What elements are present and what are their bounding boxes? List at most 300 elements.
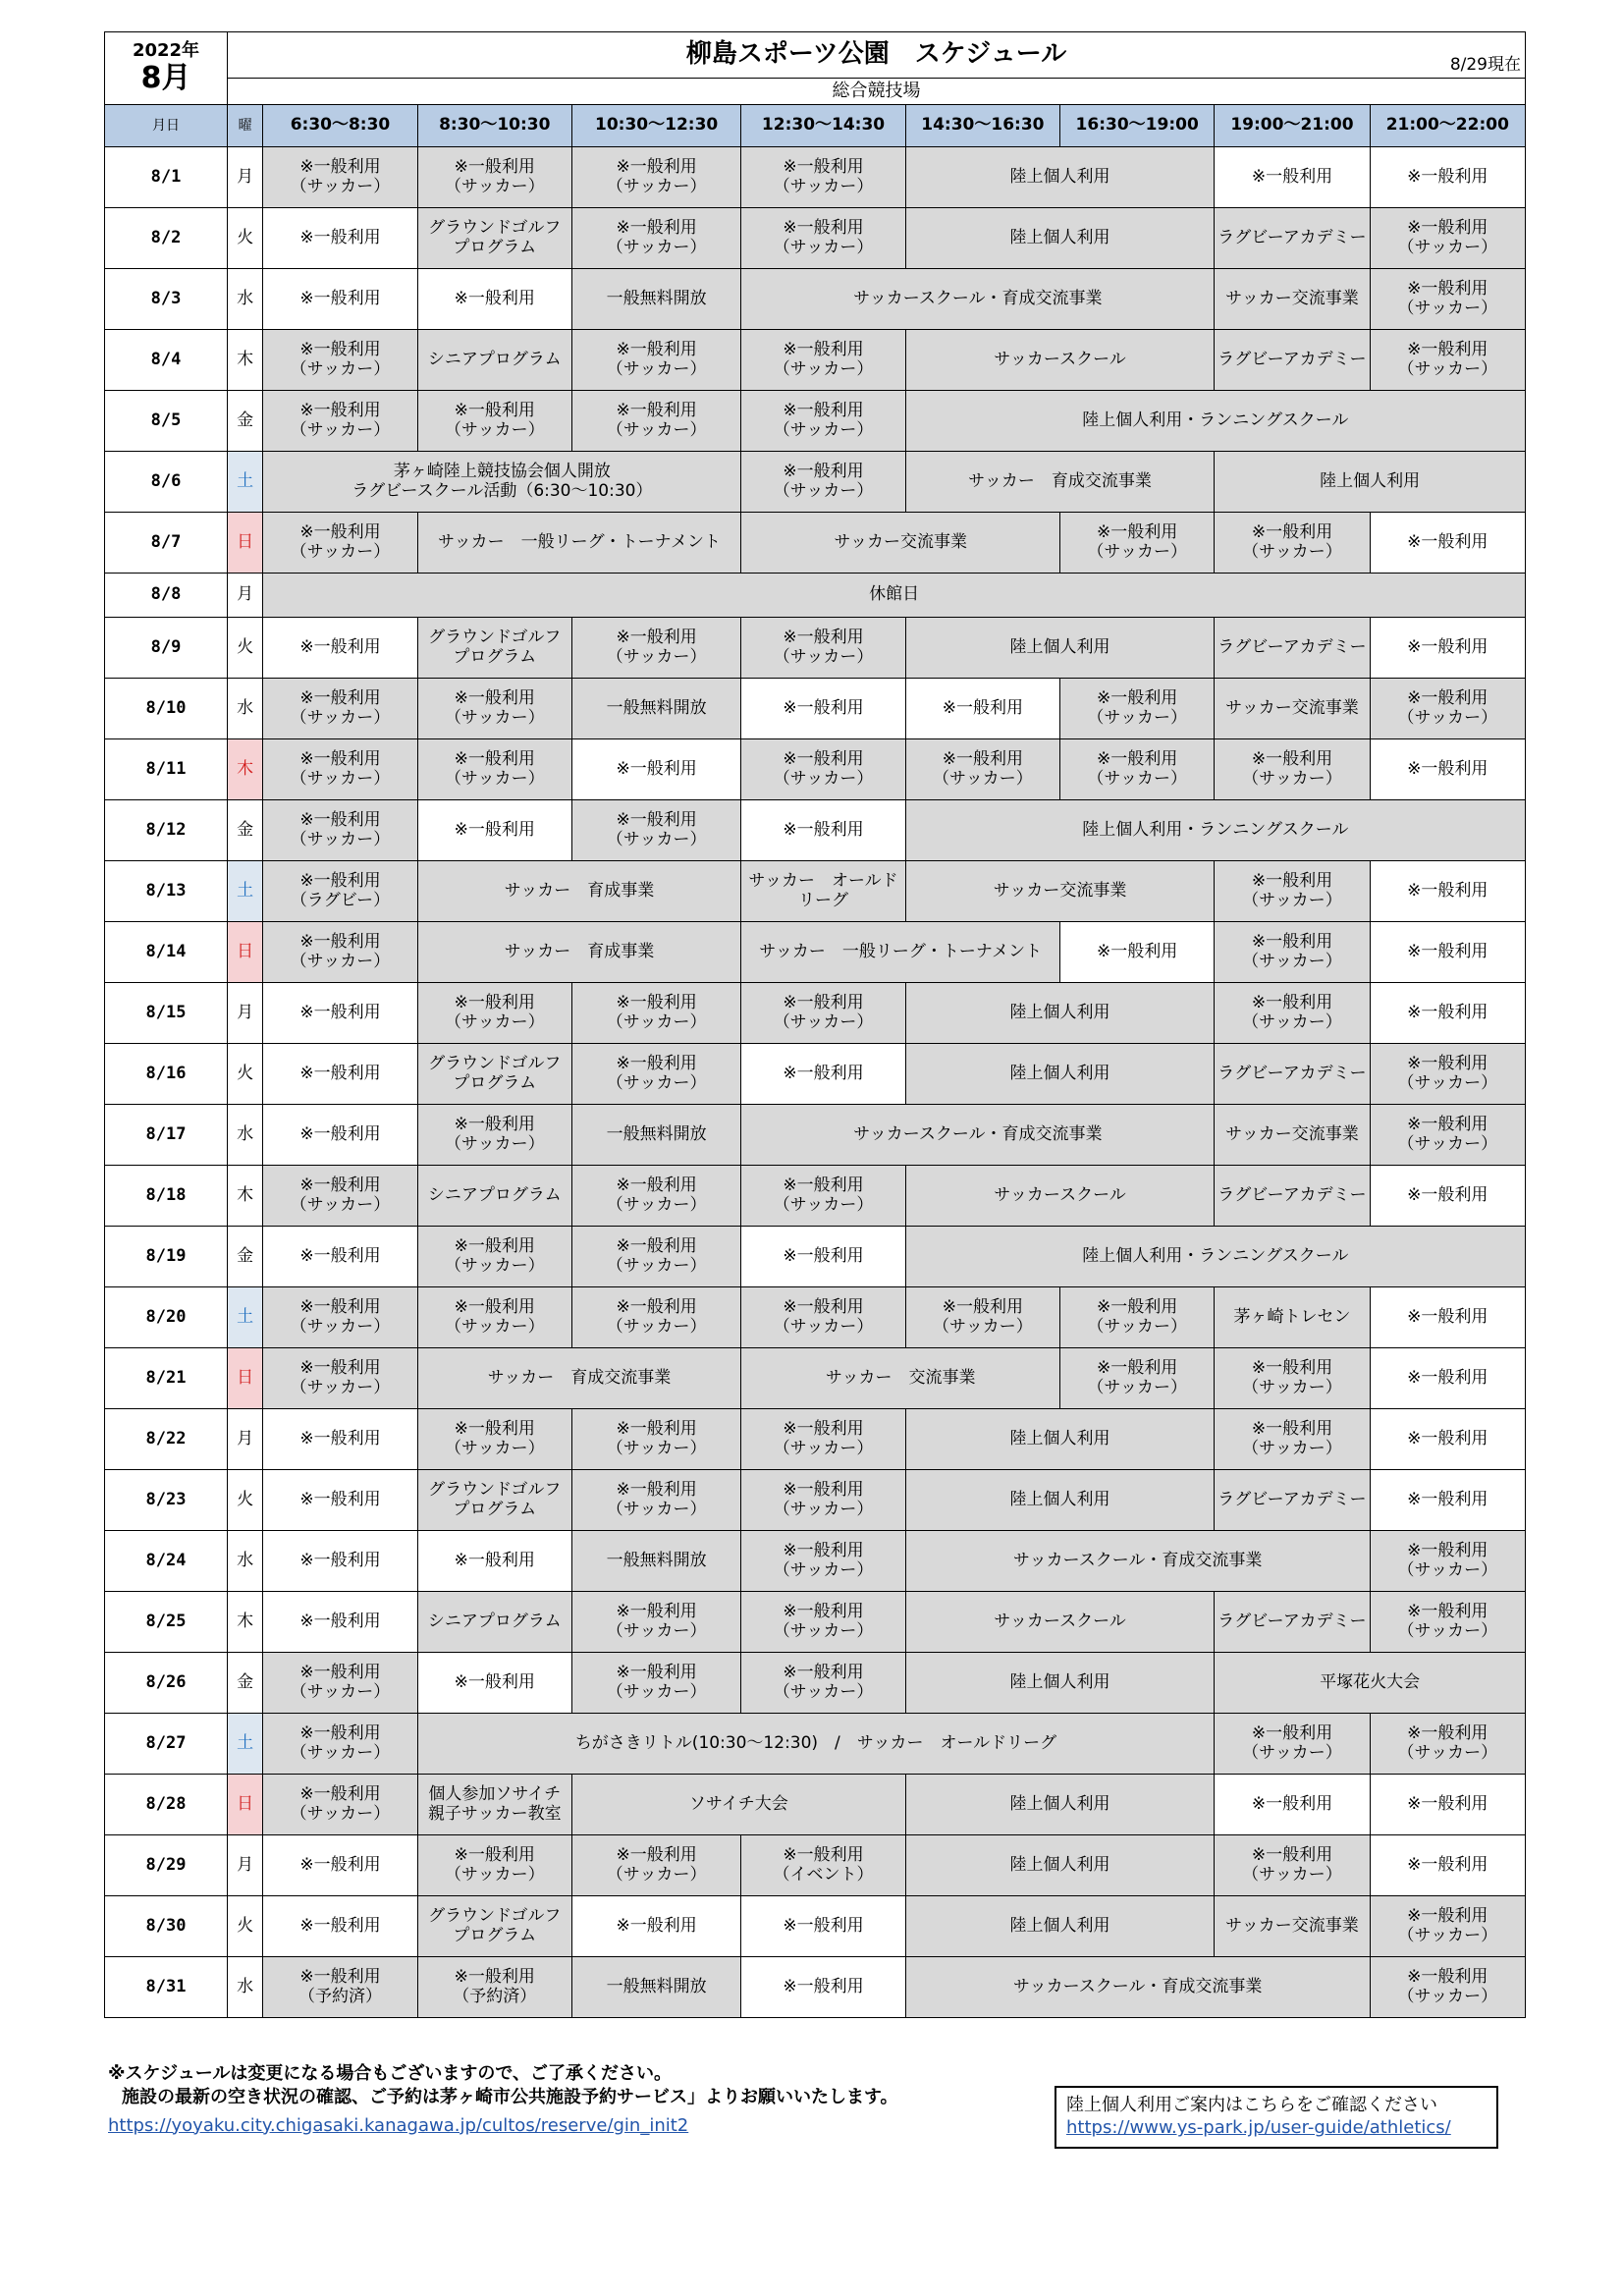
- schedule-cell: ※一般利用: [741, 800, 905, 861]
- schedule-cell: ※一般利用 （サッカー）: [741, 1470, 905, 1531]
- schedule-row: [105, 1287, 1526, 1348]
- schedule-cell: ※一般利用: [1370, 1775, 1525, 1835]
- schedule-cell: ※一般利用: [1370, 922, 1525, 983]
- schedule-row: [105, 452, 1526, 513]
- schedule-cell: ※一般利用 （サッカー）: [417, 391, 571, 452]
- schedule-cell: ※一般利用: [263, 983, 417, 1044]
- reservation-link[interactable]: https://yoyaku.city.chigasaki.kanagawa.jp/cultos/reserve/gin_init2: [108, 2114, 689, 2136]
- schedule-cell: ※一般利用 （イベント）: [741, 1835, 905, 1896]
- schedule-row: [105, 269, 1526, 330]
- schedule-row: [105, 618, 1526, 679]
- date-cell: 8/29: [105, 1835, 228, 1896]
- date-cell: 8/13: [105, 861, 228, 922]
- schedule-cell: 陸上個人利用: [905, 1896, 1215, 1957]
- schedule-row: [105, 922, 1526, 983]
- schedule-cell: ※一般利用 （サッカー）: [1060, 513, 1215, 574]
- schedule-cell: サッカー交流事業: [741, 513, 1060, 574]
- schedule-cell: 陸上個人利用: [905, 208, 1215, 269]
- schedule-cell: 個人参加ソサイチ 親子サッカー教室: [417, 1775, 571, 1835]
- date-cell: 8/4: [105, 330, 228, 391]
- schedule-cell: ※一般利用: [741, 1896, 905, 1957]
- schedule-cell: 陸上個人利用: [905, 1409, 1215, 1470]
- schedule-cell: ※一般利用 （サッカー）: [741, 618, 905, 679]
- schedule-cell: ※一般利用 （サッカー）: [1370, 1044, 1525, 1105]
- schedule-cell: ※一般利用: [263, 269, 417, 330]
- schedule-cell: ※一般利用: [1215, 1775, 1370, 1835]
- schedule-cell: ラグビーアカデミー: [1215, 1470, 1370, 1531]
- schedule-cell: ※一般利用 （サッカー）: [1370, 269, 1525, 330]
- schedule-cell: ※一般利用 （サッカー）: [741, 1653, 905, 1714]
- schedule-cell: 陸上個人利用・ランニングスクール: [905, 391, 1525, 452]
- schedule-cell: 陸上個人利用: [905, 1775, 1215, 1835]
- date-column-header: 月日: [105, 105, 228, 147]
- schedule-cell: ※一般利用 （サッカー）: [571, 983, 740, 1044]
- time-slot-header: 8:30〜10:30: [417, 105, 571, 147]
- schedule-cell: ※一般利用 （予約済）: [417, 1957, 571, 2018]
- schedule-cell: ラグビーアカデミー: [1215, 1592, 1370, 1653]
- notes-line-2: 施設の最新の空き状況の確認、ご予約は茅ヶ崎市公共施設予約サービス」よりお願いいたします。: [122, 2087, 898, 2108]
- schedule-cell: ※一般利用: [263, 1835, 417, 1896]
- weekday-cell: 土: [228, 861, 263, 922]
- schedule-cell: ※一般利用 （サッカー）: [1370, 1592, 1525, 1653]
- schedule-cell: ※一般利用: [1370, 1166, 1525, 1227]
- schedule-cell: ※一般利用 （サッカー）: [417, 679, 571, 739]
- schedule-cell: サッカースクール: [905, 1166, 1215, 1227]
- schedule-cell: ※一般利用: [417, 800, 571, 861]
- weekday-cell: 金: [228, 1653, 263, 1714]
- schedule-row: [105, 800, 1526, 861]
- schedule-cell: ※一般利用: [1370, 1835, 1525, 1896]
- schedule-cell: ※一般利用: [1370, 739, 1525, 800]
- schedule-cell: ※一般利用 （サッカー）: [417, 983, 571, 1044]
- schedule-cell: ラグビーアカデミー: [1215, 1166, 1370, 1227]
- schedule-cell: ※一般利用 （サッカー）: [417, 147, 571, 208]
- schedule-cell: ※一般利用 （サッカー）: [1370, 1896, 1525, 1957]
- schedule-cell: ※一般利用 （サッカー）: [263, 1714, 417, 1775]
- schedule-cell: ※一般利用: [263, 618, 417, 679]
- weekday-cell: 火: [228, 1470, 263, 1531]
- schedule-cell: ※一般利用 （サッカー）: [1370, 330, 1525, 391]
- schedule-cell: ※一般利用 （サッカー）: [263, 1166, 417, 1227]
- weekday-cell: 日: [228, 513, 263, 574]
- schedule-cell: ※一般利用 （サッカー）: [263, 679, 417, 739]
- schedule-row: [105, 391, 1526, 452]
- time-slot-header: 6:30〜8:30: [263, 105, 417, 147]
- date-cell: 8/17: [105, 1105, 228, 1166]
- schedule-cell: サッカー 一般リーグ・トーナメント: [417, 513, 741, 574]
- schedule-cell: ※一般利用 （サッカー）: [263, 1653, 417, 1714]
- schedule-cell: ※一般利用: [417, 1531, 571, 1592]
- schedule-cell: ※一般利用 （サッカー）: [417, 1409, 571, 1470]
- schedule-cell: シニアプログラム: [417, 1592, 571, 1653]
- schedule-cell: ※一般利用 （サッカー）: [741, 452, 905, 513]
- date-cell: 8/25: [105, 1592, 228, 1653]
- schedule-cell: ※一般利用 （予約済）: [263, 1957, 417, 2018]
- schedule-cell: ※一般利用 （サッカー）: [571, 1835, 740, 1896]
- schedule-cell: ※一般利用: [1370, 983, 1525, 1044]
- schedule-cell: シニアプログラム: [417, 330, 571, 391]
- weekday-cell: 金: [228, 800, 263, 861]
- weekday-cell: 水: [228, 1105, 263, 1166]
- year-month-cell: [105, 32, 228, 105]
- schedule-cell: ※一般利用: [263, 1409, 417, 1470]
- schedule-cell: ※一般利用: [417, 269, 571, 330]
- schedule-cell: ※一般利用: [263, 1896, 417, 1957]
- schedule-cell: ※一般利用 （サッカー）: [263, 513, 417, 574]
- schedule-cell: ※一般利用 （サッカー）: [417, 1227, 571, 1287]
- schedule-row: [105, 1592, 1526, 1653]
- schedule-cell: 陸上個人利用・ランニングスクール: [905, 1227, 1525, 1287]
- schedule-cell: ※一般利用 （サッカー）: [1060, 1287, 1215, 1348]
- schedule-cell: ※一般利用 （サッカー）: [905, 1287, 1059, 1348]
- weekday-cell: 火: [228, 1044, 263, 1105]
- weekday-cell: 金: [228, 1227, 263, 1287]
- schedule-cell: ※一般利用 （サッカー）: [571, 1227, 740, 1287]
- schedule-cell: サッカー 交流事業: [741, 1348, 1060, 1409]
- schedule-cell: 陸上個人利用: [905, 1470, 1215, 1531]
- title-cell: [228, 32, 1526, 79]
- schedule-row: [105, 1531, 1526, 1592]
- weekday-cell: 日: [228, 1775, 263, 1835]
- schedule-cell: ※一般利用: [571, 739, 740, 800]
- schedule-row: [105, 1409, 1526, 1470]
- page-title: 柳島スポーツ公園 スケジュール: [685, 39, 1067, 70]
- date-cell: 8/1: [105, 147, 228, 208]
- schedule-cell: ※一般利用: [263, 208, 417, 269]
- weekday-cell: 水: [228, 679, 263, 739]
- schedule-cell: ※一般利用: [1370, 513, 1525, 574]
- schedule-row: [105, 679, 1526, 739]
- schedule-cell: ※一般利用: [571, 1896, 740, 1957]
- schedule-cell: サッカースクール: [905, 330, 1215, 391]
- weekday-cell: 日: [228, 922, 263, 983]
- date-cell: 8/8: [105, 574, 228, 618]
- schedule-cell: サッカー交流事業: [905, 861, 1215, 922]
- schedule-cell: 陸上個人利用: [1215, 452, 1526, 513]
- weekday-cell: 月: [228, 1835, 263, 1896]
- schedule-cell: サッカー 育成交流事業: [905, 452, 1215, 513]
- schedule-row: [105, 1044, 1526, 1105]
- date-cell: 8/14: [105, 922, 228, 983]
- schedule-cell: ラグビーアカデミー: [1215, 618, 1370, 679]
- schedule-cell: ※一般利用 （サッカー）: [1370, 1531, 1525, 1592]
- schedule-cell: サッカースクール・育成交流事業: [741, 1105, 1215, 1166]
- schedule-cell: ※一般利用: [741, 1044, 905, 1105]
- date-cell: 8/10: [105, 679, 228, 739]
- schedule-cell: ※一般利用 （サッカー）: [571, 147, 740, 208]
- schedule-cell: ※一般利用: [263, 1531, 417, 1592]
- schedule-cell: ※一般利用 （サッカー）: [741, 983, 905, 1044]
- schedule-cell: ※一般利用: [263, 1105, 417, 1166]
- schedule-cell: ※一般利用 （サッカー）: [1215, 861, 1370, 922]
- date-cell: 8/30: [105, 1896, 228, 1957]
- schedule-cell: ※一般利用 （サッカー）: [417, 1105, 571, 1166]
- weekday-cell: 木: [228, 739, 263, 800]
- schedule-row: [105, 1166, 1526, 1227]
- schedule-cell: ※一般利用 （サッカー）: [571, 208, 740, 269]
- schedule-cell: ※一般利用: [741, 679, 905, 739]
- schedule-cell: ちがさきリトル(10:30〜12:30) / サッカー オールドリーグ: [417, 1714, 1215, 1775]
- schedule-cell: ※一般利用 （サッカー）: [1215, 1348, 1370, 1409]
- schedule-cell: ※一般利用 （サッカー）: [263, 391, 417, 452]
- schedule-cell: サッカー交流事業: [1215, 679, 1370, 739]
- schedule-cell: 陸上個人利用: [905, 1044, 1215, 1105]
- weekday-cell: 月: [228, 1409, 263, 1470]
- schedule-cell: ※一般利用 （サッカー）: [741, 1409, 905, 1470]
- date-cell: 8/26: [105, 1653, 228, 1714]
- weekday-cell: 月: [228, 983, 263, 1044]
- date-cell: 8/18: [105, 1166, 228, 1227]
- schedule-cell: 陸上個人利用: [905, 983, 1215, 1044]
- schedule-cell: グラウンドゴルフ プログラム: [417, 1470, 571, 1531]
- date-cell: 8/12: [105, 800, 228, 861]
- date-cell: 8/24: [105, 1531, 228, 1592]
- schedule-cell: ソサイチ大会: [571, 1775, 905, 1835]
- schedule-cell: ※一般利用 （ラグビー）: [263, 861, 417, 922]
- schedule-cell: ※一般利用: [741, 1957, 905, 2018]
- date-cell: 8/28: [105, 1775, 228, 1835]
- schedule-cell: ※一般利用: [1370, 1409, 1525, 1470]
- schedule-table: [104, 31, 1526, 2018]
- date-cell: 8/2: [105, 208, 228, 269]
- schedule-cell: サッカースクール: [905, 1592, 1215, 1653]
- schedule-cell: ※一般利用 （サッカー）: [1215, 1409, 1370, 1470]
- time-slot-header: 14:30〜16:30: [905, 105, 1059, 147]
- weekday-cell: 木: [228, 1592, 263, 1653]
- schedule-row: [105, 1775, 1526, 1835]
- weekday-cell: 火: [228, 208, 263, 269]
- schedule-row: [105, 1835, 1526, 1896]
- schedule-row: [105, 1348, 1526, 1409]
- schedule-cell: ※一般利用 （サッカー）: [417, 1287, 571, 1348]
- schedule-cell: ※一般利用 （サッカー）: [571, 1287, 740, 1348]
- schedule-cell: サッカー オールドリーグ: [741, 861, 905, 922]
- schedule-cell: ※一般利用 （サッカー）: [263, 330, 417, 391]
- schedule-cell: ※一般利用 （サッカー）: [741, 1166, 905, 1227]
- schedule-cell: グラウンドゴルフ プログラム: [417, 618, 571, 679]
- schedule-cell: ※一般利用 （サッカー）: [1215, 739, 1370, 800]
- as-of-date: 8/29現在: [1449, 55, 1521, 76]
- schedule-cell: ※一般利用 （サッカー）: [571, 1044, 740, 1105]
- schedule-cell: 一般無料開放: [571, 269, 740, 330]
- schedule-cell: ラグビーアカデミー: [1215, 330, 1370, 391]
- weekday-cell: 日: [228, 1348, 263, 1409]
- schedule-cell: ※一般利用: [1370, 147, 1525, 208]
- schedule-cell: ラグビーアカデミー: [1215, 1044, 1370, 1105]
- schedule-cell: 茅ヶ崎トレセン: [1215, 1287, 1370, 1348]
- schedule-cell: ※一般利用 （サッカー）: [741, 1287, 905, 1348]
- title-row: [105, 32, 1526, 79]
- column-header-row: [105, 105, 1526, 147]
- notes: [108, 2062, 898, 2138]
- date-cell: 8/15: [105, 983, 228, 1044]
- schedule-cell: 陸上個人利用: [905, 1835, 1215, 1896]
- schedule-cell: 一般無料開放: [571, 1105, 740, 1166]
- date-cell: 8/19: [105, 1227, 228, 1287]
- schedule-row: [105, 513, 1526, 574]
- schedule-cell: ※一般利用 （サッカー）: [571, 618, 740, 679]
- schedule-cell: ※一般利用 （サッカー）: [741, 1592, 905, 1653]
- schedule-cell: サッカースクール・育成交流事業: [905, 1957, 1370, 2018]
- schedule-cell: 陸上個人利用: [905, 1653, 1215, 1714]
- info-box-text: 陸上個人利用ご案内はこちらをご確認ください: [1066, 2095, 1437, 2115]
- weekday-cell: 金: [228, 391, 263, 452]
- date-cell: 8/7: [105, 513, 228, 574]
- athletics-info-box: [1055, 2086, 1498, 2149]
- schedule-row: [105, 861, 1526, 922]
- schedule-cell: ※一般利用: [1370, 1287, 1525, 1348]
- date-cell: 8/22: [105, 1409, 228, 1470]
- schedule-cell: ※一般利用 （サッカー）: [571, 1592, 740, 1653]
- schedule-cell: ※一般利用 （サッカー）: [1215, 513, 1370, 574]
- time-slot-header: 10:30〜12:30: [571, 105, 740, 147]
- schedule-cell: サッカー 一般リーグ・トーナメント: [741, 922, 1060, 983]
- date-cell: 8/20: [105, 1287, 228, 1348]
- schedule-cell: ※一般利用 （サッカー）: [263, 147, 417, 208]
- weekday-cell: 水: [228, 269, 263, 330]
- date-cell: 8/27: [105, 1714, 228, 1775]
- schedule-cell: ※一般利用 （サッカー）: [571, 1166, 740, 1227]
- time-slot-header: 21:00〜22:00: [1370, 105, 1525, 147]
- weekday-cell: 木: [228, 1166, 263, 1227]
- schedule-cell: ※一般利用 （サッカー）: [1215, 1835, 1370, 1896]
- schedule-cell: ※一般利用 （サッカー）: [1215, 922, 1370, 983]
- schedule-cell: ※一般利用 （サッカー）: [263, 1775, 417, 1835]
- schedule-cell: ※一般利用 （サッカー）: [741, 208, 905, 269]
- schedule-cell: サッカー交流事業: [1215, 269, 1370, 330]
- schedule-cell: サッカースクール・育成交流事業: [905, 1531, 1370, 1592]
- schedule-cell: ※一般利用: [417, 1653, 571, 1714]
- schedule-cell: ※一般利用 （サッカー）: [571, 391, 740, 452]
- date-cell: 8/23: [105, 1470, 228, 1531]
- schedule-cell: ※一般利用 （サッカー）: [263, 1348, 417, 1409]
- schedule-cell: ※一般利用: [263, 1592, 417, 1653]
- schedule-row: [105, 1653, 1526, 1714]
- schedule-cell: ※一般利用 （サッカー）: [1370, 1714, 1525, 1775]
- schedule-cell: ※一般利用 （サッカー）: [571, 1470, 740, 1531]
- schedule-cell: ※一般利用: [1215, 147, 1370, 208]
- schedule-cell: ※一般利用 （サッカー）: [1060, 739, 1215, 800]
- athletics-guide-link[interactable]: https://www.ys-park.jp/user-guide/athletics/: [1066, 2117, 1451, 2139]
- schedule-row: [105, 1105, 1526, 1166]
- month-label: 8月: [140, 60, 191, 95]
- schedule-cell: 一般無料開放: [571, 1531, 740, 1592]
- schedule-row: [105, 1714, 1526, 1775]
- schedule-cell: ※一般利用 （サッカー）: [1370, 208, 1525, 269]
- schedule-cell: ※一般利用 （サッカー）: [741, 147, 905, 208]
- schedule-cell: シニアプログラム: [417, 1166, 571, 1227]
- date-cell: 8/6: [105, 452, 228, 513]
- schedule-cell: 陸上個人利用: [905, 147, 1215, 208]
- weekday-cell: 土: [228, 1287, 263, 1348]
- schedule-cell: ※一般利用: [263, 1470, 417, 1531]
- venue-label: 総合競技場: [228, 79, 1526, 105]
- schedule-row: [105, 983, 1526, 1044]
- date-cell: 8/3: [105, 269, 228, 330]
- schedule-cell: サッカー 育成事業: [417, 861, 741, 922]
- schedule-cell: ※一般利用: [741, 1227, 905, 1287]
- schedule-cell: 陸上個人利用・ランニングスクール: [905, 800, 1525, 861]
- schedule-cell: ※一般利用 （サッカー）: [263, 800, 417, 861]
- schedule-cell: ※一般利用 （サッカー）: [417, 1835, 571, 1896]
- schedule-cell: サッカー 育成事業: [417, 922, 741, 983]
- schedule-row: [105, 330, 1526, 391]
- time-slot-header: 12:30〜14:30: [741, 105, 905, 147]
- schedule-row: [105, 739, 1526, 800]
- schedule-cell: ※一般利用 （サッカー）: [571, 1409, 740, 1470]
- schedule-cell: ※一般利用 （サッカー）: [571, 330, 740, 391]
- schedule-cell: ※一般利用 （サッカー）: [1370, 1957, 1525, 2018]
- date-cell: 8/9: [105, 618, 228, 679]
- schedule-cell: ※一般利用 （サッカー）: [263, 922, 417, 983]
- date-cell: 8/31: [105, 1957, 228, 2018]
- schedule-cell: ※一般利用 （サッカー）: [741, 330, 905, 391]
- schedule-row: [105, 574, 1526, 618]
- schedule-cell: ※一般利用 （サッカー）: [571, 1653, 740, 1714]
- venue-row: [105, 79, 1526, 105]
- schedule-cell: サッカー 育成交流事業: [417, 1348, 741, 1409]
- weekday-column-header: 曜: [228, 105, 263, 147]
- schedule-cell: ※一般利用 （サッカー）: [263, 1287, 417, 1348]
- schedule-cell: ※一般利用 （サッカー）: [1060, 679, 1215, 739]
- schedule-cell: ※一般利用: [1370, 1348, 1525, 1409]
- time-slot-header: 16:30〜19:00: [1060, 105, 1215, 147]
- schedule-cell: ※一般利用: [1370, 1470, 1525, 1531]
- schedule-row: [105, 147, 1526, 208]
- schedule-cell: ※一般利用 （サッカー）: [741, 739, 905, 800]
- schedule-row: [105, 1227, 1526, 1287]
- schedule-cell: ※一般利用 （サッカー）: [1215, 983, 1370, 1044]
- schedule-cell: 平塚花火大会: [1215, 1653, 1526, 1714]
- schedule-cell: ※一般利用: [1370, 861, 1525, 922]
- schedule-cell: ※一般利用: [263, 1227, 417, 1287]
- schedule-cell: サッカー交流事業: [1215, 1896, 1370, 1957]
- schedule-cell: 一般無料開放: [571, 679, 740, 739]
- schedule-cell: グラウンドゴルフ プログラム: [417, 208, 571, 269]
- time-slot-header: 19:00〜21:00: [1215, 105, 1370, 147]
- schedule-cell: ※一般利用 （サッカー）: [1060, 1348, 1215, 1409]
- schedule-cell: ※一般利用 （サッカー）: [571, 800, 740, 861]
- schedule-cell: ※一般利用 （サッカー）: [1370, 1105, 1525, 1166]
- schedule-cell: 休館日: [263, 574, 1526, 618]
- schedule-row: [105, 1957, 1526, 2018]
- schedule-cell: ※一般利用 （サッカー）: [417, 739, 571, 800]
- weekday-cell: 月: [228, 574, 263, 618]
- schedule-row: [105, 1896, 1526, 1957]
- schedule-cell: ※一般利用 （サッカー）: [741, 1531, 905, 1592]
- schedule-cell: ※一般利用 （サッカー）: [1215, 1714, 1370, 1775]
- schedule-cell: グラウンドゴルフ プログラム: [417, 1896, 571, 1957]
- schedule-cell: ※一般利用: [263, 1044, 417, 1105]
- schedule-cell: ※一般利用: [905, 679, 1059, 739]
- weekday-cell: 火: [228, 618, 263, 679]
- date-cell: 8/11: [105, 739, 228, 800]
- schedule-cell: 陸上個人利用: [905, 618, 1215, 679]
- schedule-cell: グラウンドゴルフ プログラム: [417, 1044, 571, 1105]
- weekday-cell: 火: [228, 1896, 263, 1957]
- weekday-cell: 土: [228, 452, 263, 513]
- schedule-cell: ラグビーアカデミー: [1215, 208, 1370, 269]
- schedule-cell: ※一般利用 （サッカー）: [1370, 679, 1525, 739]
- weekday-cell: 水: [228, 1957, 263, 2018]
- date-cell: 8/21: [105, 1348, 228, 1409]
- weekday-cell: 木: [228, 330, 263, 391]
- schedule-cell: ※一般利用 （サッカー）: [741, 391, 905, 452]
- schedule-cell: サッカースクール・育成交流事業: [741, 269, 1215, 330]
- schedule-cell: サッカー交流事業: [1215, 1105, 1370, 1166]
- schedule-cell: 一般無料開放: [571, 1957, 740, 2018]
- weekday-cell: 水: [228, 1531, 263, 1592]
